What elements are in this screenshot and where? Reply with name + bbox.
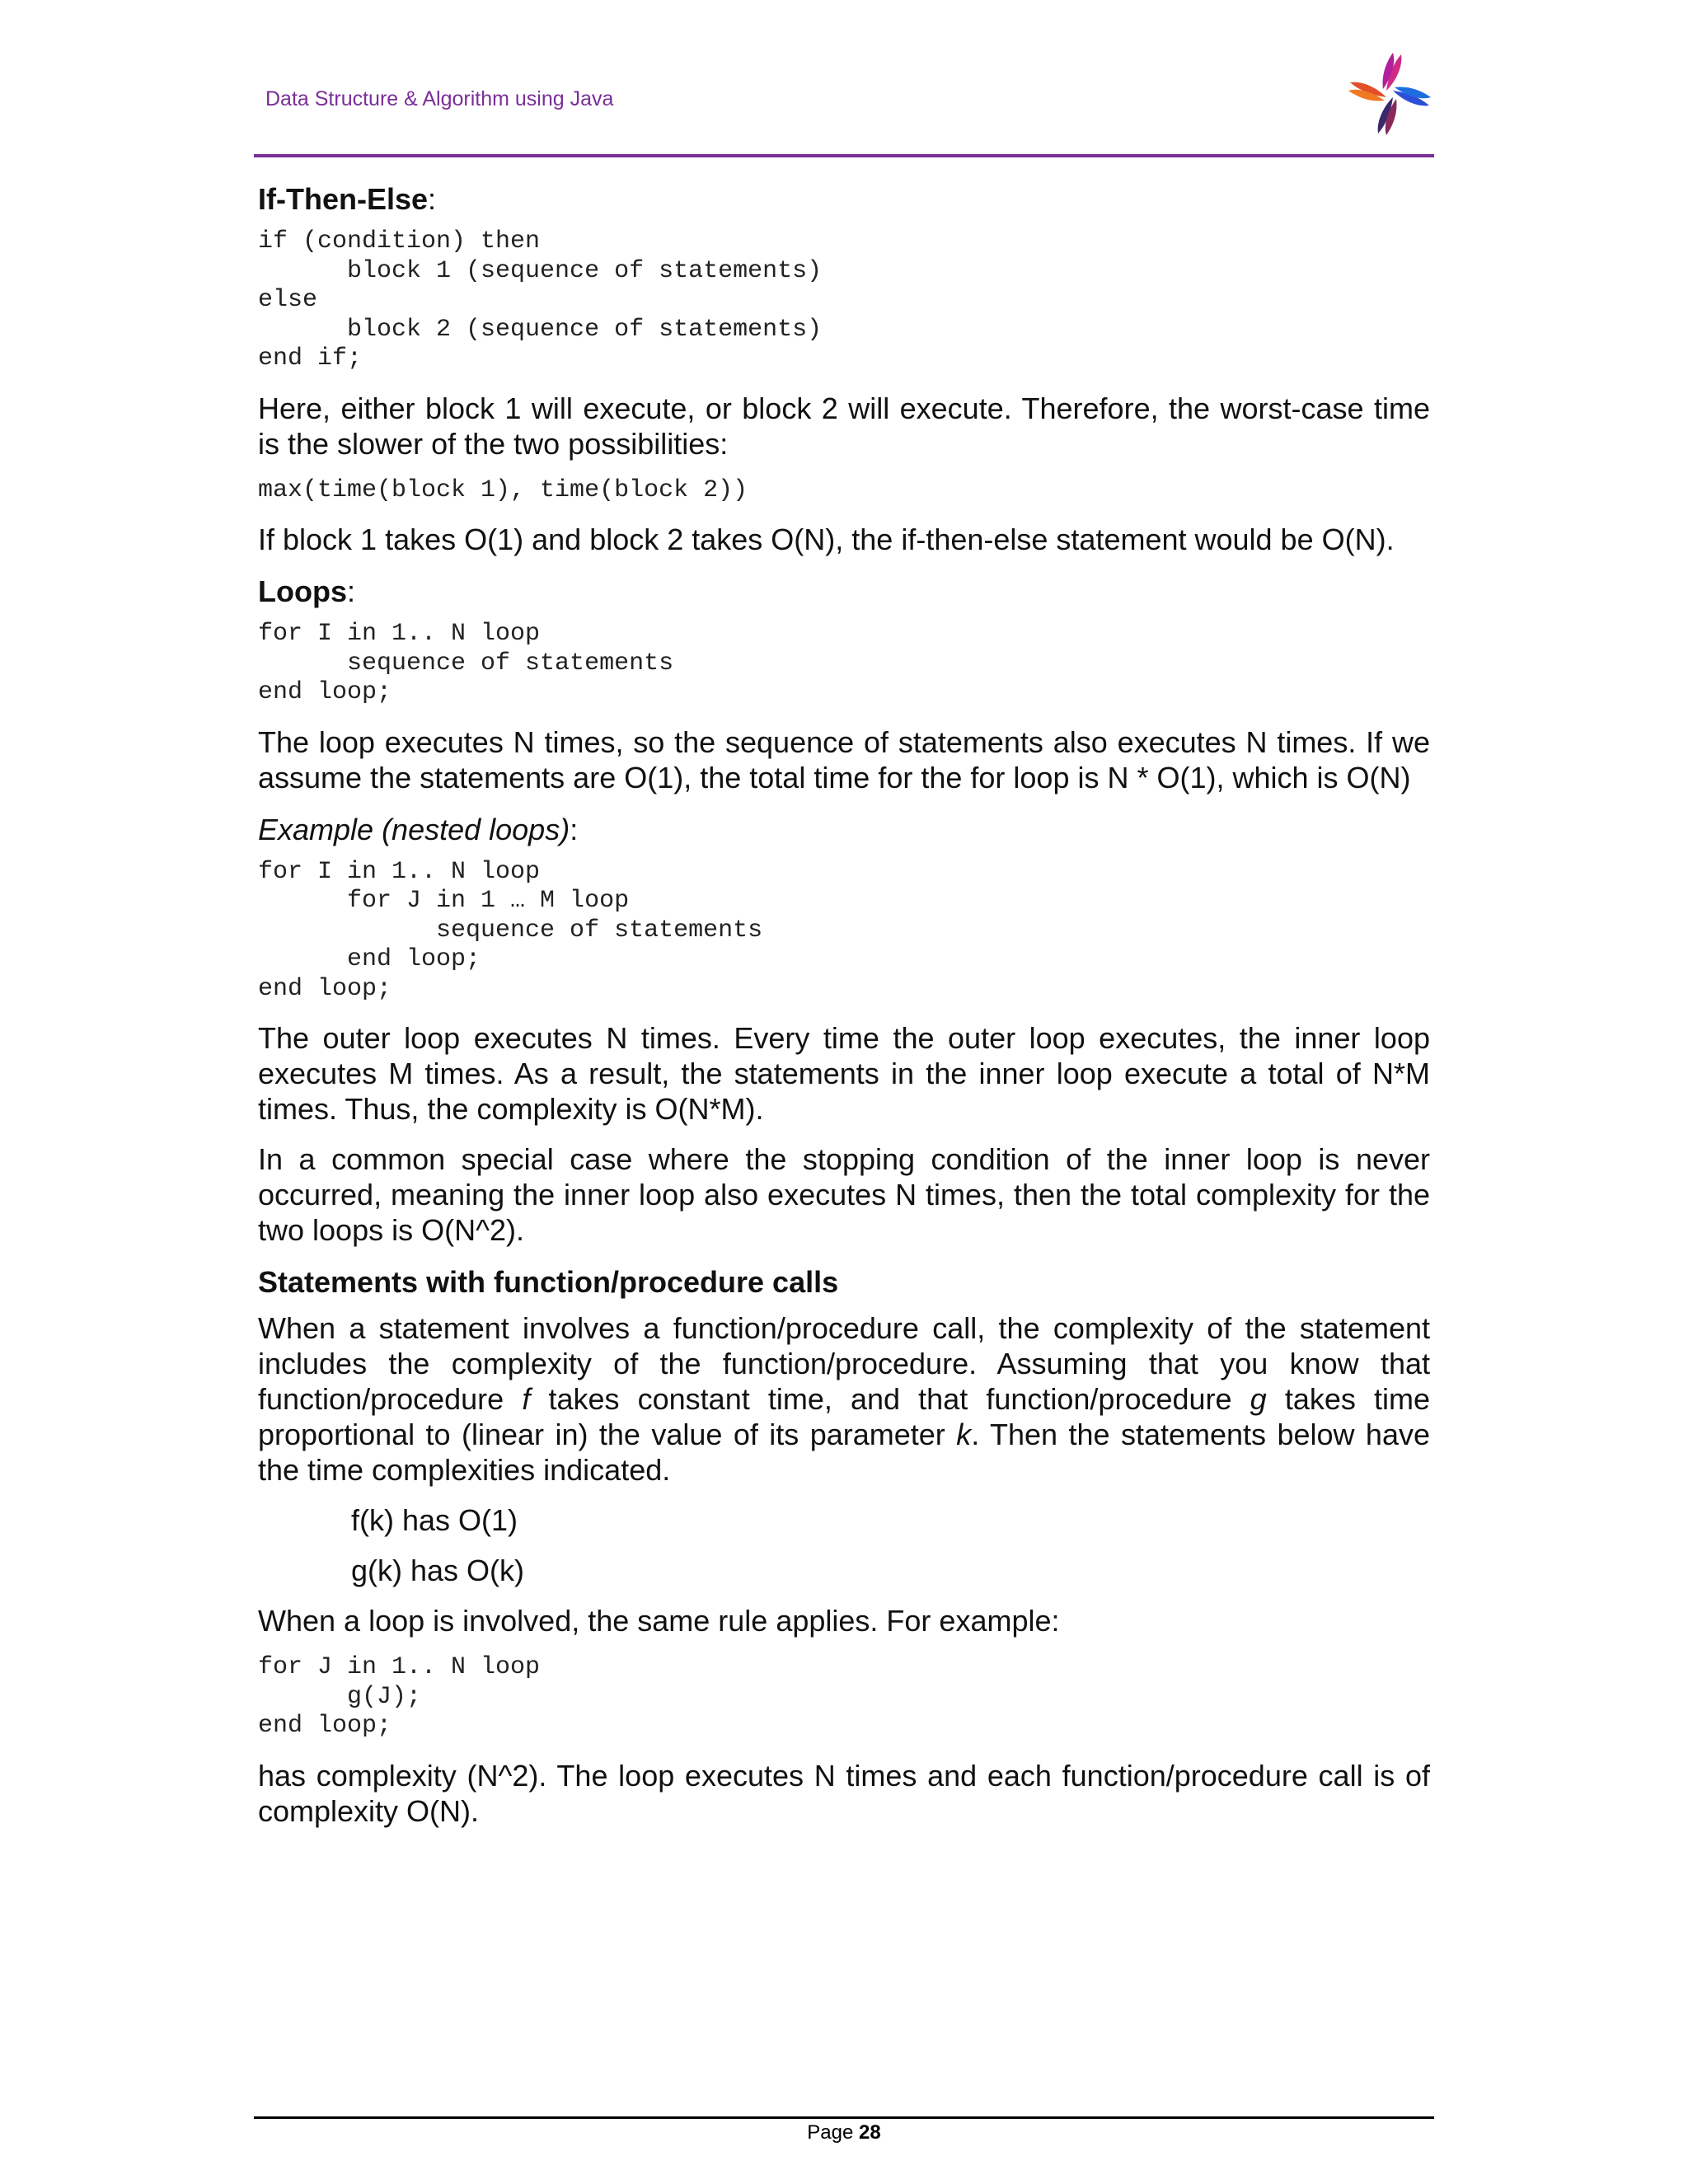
code-block-function-loop: for J in 1.. N loop g(J); end loop; bbox=[258, 1653, 541, 1740]
paragraph: In a common special case where the stopping condition of the inner loop is never occurred, meaning the inner loop also executes N times, then the total complexity for the two loops is O(N^2). bbox=[258, 1142, 1430, 1247]
header-divider bbox=[254, 154, 1434, 157]
paragraph: has complexity (N^2). The loop executes N times and each function/procedure call is of complexity O(N). bbox=[258, 1758, 1430, 1828]
header-title: Data Structure & Algorithm using Java bbox=[265, 87, 614, 110]
paragraph: When a loop is involved, the same rule applies. For example: bbox=[258, 1604, 1060, 1638]
section-heading-loops: Loops: bbox=[258, 574, 355, 608]
complexity-item-g: g(k) has O(k) bbox=[351, 1554, 525, 1587]
complexity-item-f: f(k) has O(1) bbox=[351, 1503, 518, 1537]
paragraph: Here, either block 1 will execute, or block 2 will execute. Therefore, the worst-case time is the slower of the two possibilities: bbox=[258, 391, 1430, 461]
code-block-nested-loops: for I in 1.. N loop for J in 1 … M loop sequence of statements end loop; end loop; bbox=[258, 857, 763, 1003]
paragraph: When a statement involves a function/procedure call, the complexity of the statement includes the complexity of the function/procedure. Assuming that you know that function/procedure f takes constant time, and that function/procedure g takes time proportional to (linear in) the value of its parameter k. Then the statements below have the time complexities indicated. bbox=[258, 1311, 1431, 1487]
main-content bbox=[258, 180, 1430, 1844]
code-block-if-then-else: if (condition) then block 1 (sequence of statements) else block 2 (sequence of statements) end if; bbox=[258, 227, 823, 373]
paragraph: The outer loop executes N times. Every time the outer loop executes, the inner loop executes M times. As a result, the statements in the inner loop execute a total of N*M times. Thus, the complexity is O(N*M). bbox=[258, 1021, 1430, 1126]
example-heading-nested-loops: Example (nested loops): bbox=[258, 812, 579, 846]
paragraph: If block 1 takes O(1) and block 2 takes O(N), the if-then-else statement would be O(N). bbox=[258, 523, 1395, 556]
page-number: Page 28 bbox=[807, 2121, 881, 2144]
section-heading-if-then-else: If-Then-Else: bbox=[258, 182, 437, 216]
pinwheel-logo-icon bbox=[1342, 51, 1437, 137]
section-heading-function-calls: Statements with function/procedure calls bbox=[258, 1265, 839, 1299]
paragraph: The loop executes N times, so the sequence of statements also executes N times. If we assume the statements are O(1), the total time for the for loop is N * O(1), which is O(N) bbox=[258, 724, 1430, 794]
code-block-max-time: max(time(block 1), time(block 2)) bbox=[258, 476, 748, 504]
code-block-loop: for I in 1.. N loop sequence of statements end loop; bbox=[258, 620, 674, 706]
footer-divider bbox=[254, 2116, 1434, 2119]
